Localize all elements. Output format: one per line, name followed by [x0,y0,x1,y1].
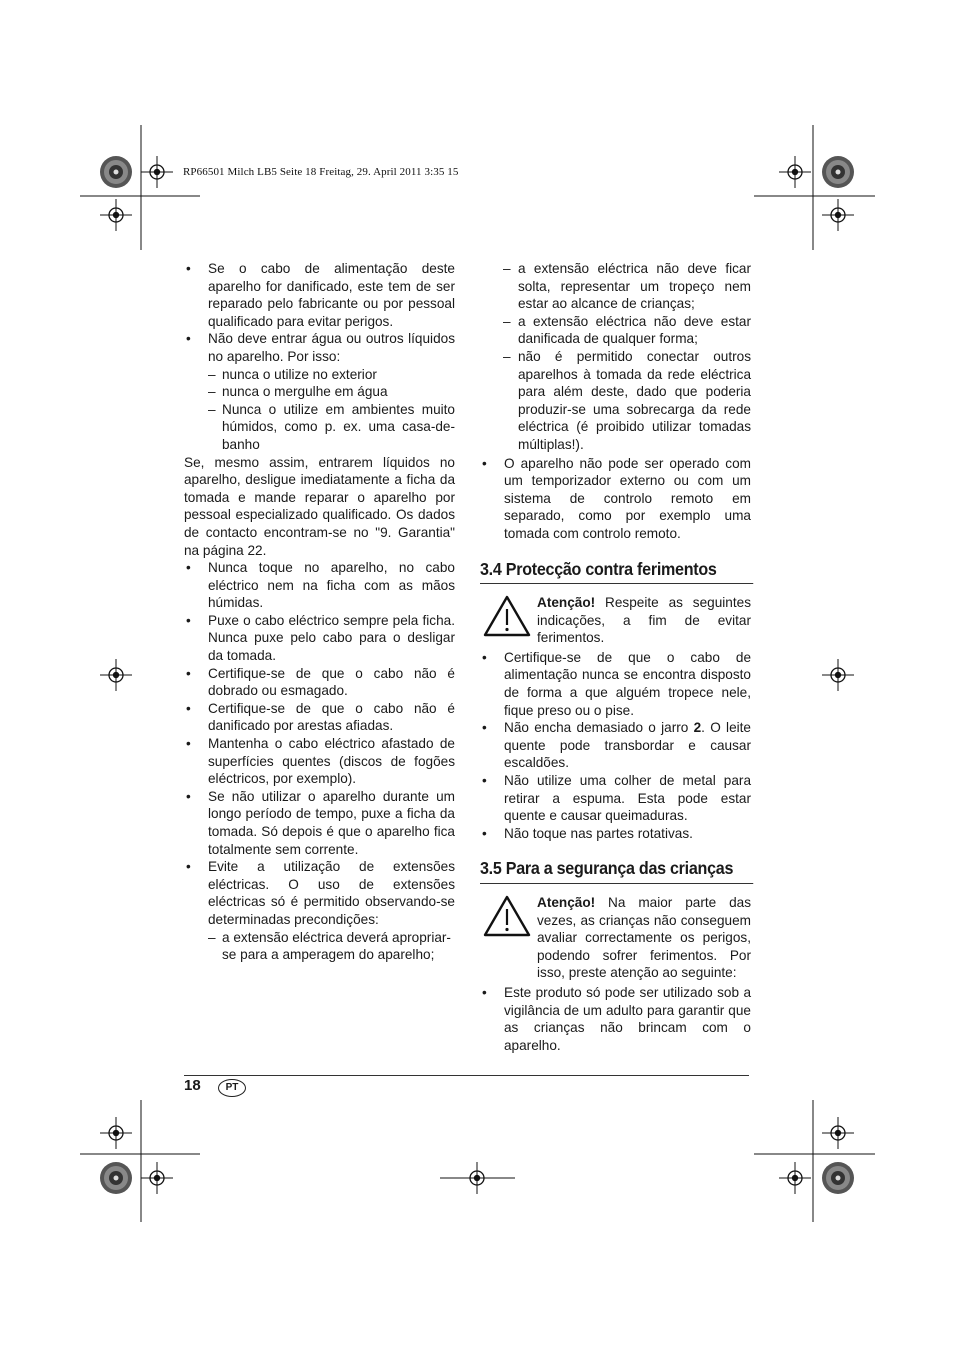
list-item: • Se o cabo de alimentação deste aparelho for danificado, este tem de ser reparado pelo fabricante ou por pessoal qualificado para evitar perigos. [184,260,455,330]
color-wheel-icon [100,1162,132,1194]
list-item: • O aparelho não pode ser operado com um temporizador externo ou com um sistema de controlo remoto em separado, como por exemplo uma tomada com controlo remoto. [480,455,751,543]
list-item: • Este produto só pode ser utilizado sob a vigilância de um adulto para garantir que as crianças não brincam com o aparelho. [480,984,751,1054]
section-heading-3-4: 3.4 Protecção contra ferimentos [480,561,753,585]
section-heading-3-5: 3.5 Para a segurança das crianças [480,860,753,884]
list-item: • Não toque nas partes rotativas. [480,825,751,843]
left-column [184,260,455,964]
warning-label: Atenção! [537,895,596,910]
list-item: • Não utilize uma colher de metal para retirar a espuma. Esta pode estar quente e causar queimaduras. [480,772,751,825]
list-item: • Não deve entrar água ou outros líquidos no aparelho. Por isso: [184,330,455,365]
warning-label: Atenção! [537,595,596,611]
warning-text: Na maior parte das vezes, as crianças não conseguem avaliar correctamente os perigos, podendo sofrer ferimentos. Por isso, preste atenção ao seguinte: [537,895,751,981]
sub-list-item: – a extensão eléctrica não deve ficar solta, representar um tropeço nem estar ao alcance de crianças; [480,260,751,313]
right-column [480,260,751,1054]
footer-rule [184,1075,749,1076]
warning-note [480,894,751,982]
list-item: • Certifique-se de que o cabo não é danificado por arestas afiadas. [184,700,455,735]
list-item: • Se não utilizar o aparelho durante um longo período de tempo, puxe a ficha da tomada. Só depois é que o aparelho fica totalmente sem corrente. [184,788,455,858]
list-item: • Certifique-se de que o cabo não é dobrado ou esmagado. [184,665,455,700]
sub-list-item: – Nunca o utilize em ambientes muito húmidos, como p. ex. uma casa-de-banho [208,401,455,454]
page-number: 18 [184,1077,201,1094]
water-paragraph: Se, mesmo assim, entrarem líquidos no aparelho, desligue imediatamente a ficha da tomada e mande reparar o aparelho por pessoal especializado qualificado. Os dados de contacto encontram-se no "9. Garantia" na página 22. [184,454,455,558]
color-wheel-icon [822,156,854,188]
print-header: RP66501 Milch LB5 Seite 18 Freitag, 29. April 2011 3:35 15 [183,166,459,178]
color-wheel-icon [100,156,132,188]
sub-list-item: – nunca o mergulhe em água [208,383,455,401]
sub-list-item: – nunca o utilize no exterior [208,366,455,384]
warning-triangle-icon [482,894,532,938]
sub-list-item: – a extensão eléctrica não deve estar danificada de qualquer forma; [480,313,751,348]
sub-list-item: – a extensão eléctrica deverá apropriar-se para a amperagem do aparelho; [208,929,455,964]
extension-sublist [208,929,455,964]
warning-note [480,594,751,647]
warning-triangle-icon [482,594,532,638]
list-item: • Nunca toque no aparelho, no cabo eléctrico nem na ficha com as mãos húmidas. [184,559,455,612]
list-item: • Mantenha o cabo eléctrico afastado de superfícies quentes (discos de fogões eléctricos, por exemplo). [184,735,455,788]
list-item: • Evite a utilização de extensões eléctricas. O uso de extensões eléctricas só é permitido observando-se determinadas precondições: [184,858,455,928]
list-item: • Puxe o cabo eléctrico sempre pela ficha. Nunca puxe pelo cabo para o desligar da tomada. [184,612,455,665]
water-sublist [208,366,455,454]
list-item: • Certifique-se de que o cabo de alimentação nunca se encontra disposto de forma a que alguém tropece nele, fique preso ou o pise. [480,649,751,719]
list-item: • Não encha demasiado o jarro 2. O leite quente pode transbordar e causar escaldões. [480,719,751,772]
language-badge: PT [218,1079,246,1097]
warning-text: Respeite as seguintes indicações, a fim de evitar ferimentos. [537,595,751,646]
color-wheel-icon [822,1162,854,1194]
sub-list-item: – não é permitido conectar outros aparelhos à tomada da rede eléctrica para além deste, dado que poderia produzir-se uma sobrecarga da rede eléctrica (é proibido utilizar tomadas múltiplas!). [480,348,751,454]
